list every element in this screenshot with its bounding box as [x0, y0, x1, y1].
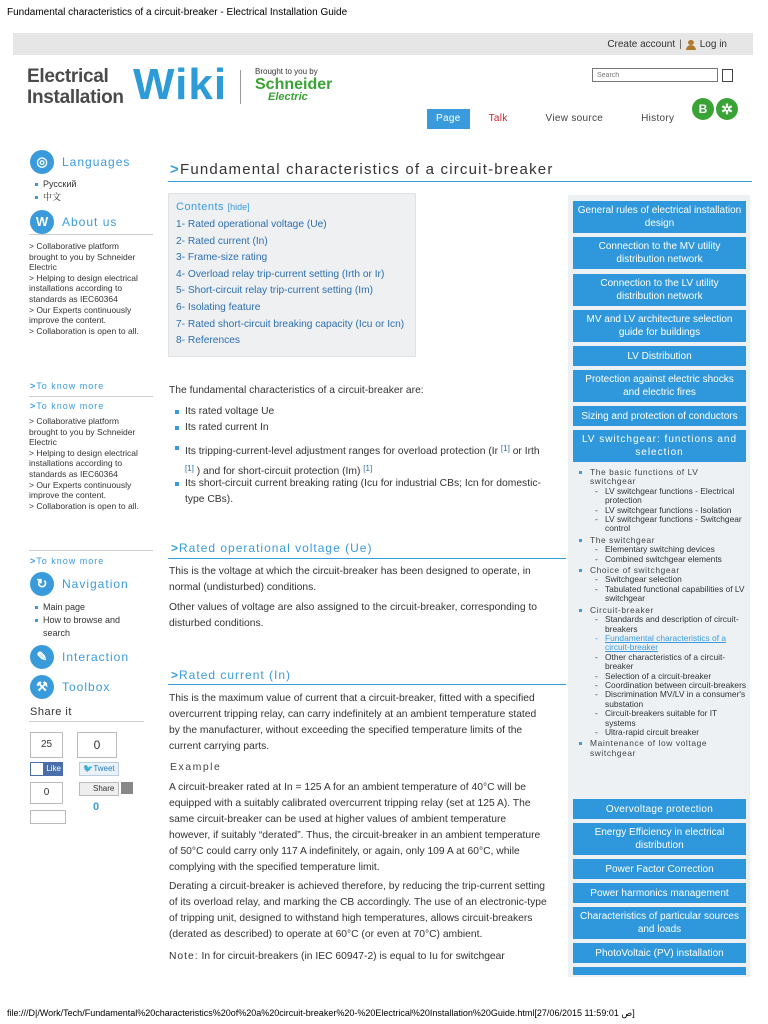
subtree-item-current[interactable]: - Fundamental characteristics of a circuit-breaker: [577, 634, 747, 653]
table-of-contents: [168, 193, 416, 357]
section-heading-text: Rated current (In): [179, 668, 292, 682]
subtree-item[interactable]: - Coordination between circuit-breakers: [577, 681, 747, 690]
about-title: About us: [62, 215, 118, 229]
reference-link[interactable]: [1]: [363, 464, 373, 473]
subtree-item[interactable]: - Combined switchgear elements: [577, 555, 747, 564]
share-empty-box[interactable]: [30, 810, 66, 824]
share-network-icon[interactable]: ✲: [716, 98, 738, 120]
navigation-title: Navigation: [62, 577, 129, 591]
user-icon: [686, 40, 696, 50]
chapter-link[interactable]: Connection to the LV utility distribution network: [573, 274, 746, 306]
note-label: Note:: [169, 951, 199, 962]
chevron-right-icon: >: [170, 161, 180, 178]
pencil-icon: ✎: [30, 645, 54, 669]
login-link[interactable]: Log in: [699, 39, 727, 50]
list-item-text: Its tripping-current-level adjustment ranges for overload protection (Ir: [185, 446, 501, 457]
subtree-item[interactable]: - LV switchgear functions - Electrical protection: [577, 487, 747, 506]
note-text: In for circuit-breakers (in IEC 60947-2) is equal to Iu for switchgear: [198, 951, 505, 962]
list-item-text: ) and for short-circuit protection (Im): [193, 466, 364, 477]
schneider-logo[interactable]: Schneider: [255, 76, 333, 93]
title-divider: [168, 181, 752, 182]
subtree-group[interactable]: The switchgear: [577, 536, 747, 545]
page-title-text: Fundamental characteristics of a circuit-breaker: [179, 161, 554, 178]
globe-icon: ◎: [30, 150, 54, 174]
chapter-link[interactable]: Characteristics of particular sources and loads: [573, 907, 746, 939]
chapter-link-partial[interactable]: [573, 967, 746, 975]
share-square-icon[interactable]: [121, 782, 133, 794]
list-item-text: or Irth: [509, 446, 540, 457]
list-item: [176, 440, 546, 480]
toolbox-header: [30, 675, 110, 699]
chapter-link[interactable]: PhotoVoltaic (PV) installation: [573, 943, 746, 963]
languages-list: [35, 178, 76, 204]
chapter-link[interactable]: LV Distribution: [573, 346, 746, 366]
share-title: Share it: [30, 706, 72, 718]
navigation-icon: ↻: [30, 572, 54, 596]
tab-talk[interactable]: Talk: [488, 113, 508, 124]
list-item: [176, 420, 546, 436]
like-label: Like: [46, 764, 61, 773]
subtree-group[interactable]: Choice of switchgear: [577, 566, 747, 575]
subtree-group[interactable]: The basic functions of LV switchgear: [577, 468, 747, 487]
section-heading-text: Rated operational voltage (Ue): [179, 541, 373, 555]
like-count: 25: [30, 732, 63, 758]
toc-item[interactable]: 7- Rated short-circuit breaking capacity (Icu or Icn): [176, 318, 405, 330]
toc-item[interactable]: 2- Rated current (In): [176, 235, 268, 247]
language-item[interactable]: 中文: [35, 191, 76, 204]
to-know-more-label: To know more: [36, 556, 105, 566]
print-footer: file:///D|/Work/Tech/Fundamental%20characteristics%20of%20a%20circuit-breaker%20-%20Electrical%20Installation%20Guide.html[27/06/2015 11:59:01 ص]: [7, 1008, 635, 1018]
about-text: > Collaborative platform brought to you by Schneider Electric > Helping to design electrical installations according to standards as IEC60364 > Our Experts continuously improve the content. > Collaboration is open to all.: [29, 241, 139, 336]
subtree-item[interactable]: - Elementary switching devices: [577, 545, 747, 554]
logo-divider: [240, 70, 241, 104]
to-know-more-link[interactable]: >To know more: [30, 381, 105, 391]
subtree-item[interactable]: - Switchgear selection: [577, 575, 747, 584]
language-item[interactable]: Русский: [35, 178, 76, 191]
nav-item-main-page[interactable]: Main page: [35, 601, 135, 614]
share-count-blue: 0: [93, 801, 100, 813]
sidebar-divider: [29, 721, 144, 722]
tab-view-source[interactable]: View source: [545, 113, 604, 124]
navigation-header: [30, 572, 129, 596]
about-text: > Collaborative platform brought to you by Schneider Electric > Helping to design electrical installations according to standards as IEC60364 > Our Experts continuously improve the content. > Collaboration is open to all.: [29, 416, 139, 511]
intro-paragraph: The fundamental characteristics of a circuit-breaker are:: [169, 385, 424, 396]
list-item: [176, 404, 546, 420]
subtree-item[interactable]: - LV switchgear functions - Switchgear control: [577, 515, 747, 534]
logo-line2: Installation: [27, 87, 124, 108]
list-item-text: Its rated voltage Ue: [185, 406, 275, 417]
share-count: 0: [30, 782, 63, 804]
languages-title: Languages: [62, 155, 131, 169]
section-divider: [168, 558, 566, 559]
toc-hide-link[interactable]: [hide]: [227, 202, 250, 212]
toc-item[interactable]: 5- Short-circuit relay trip-current setting (Im): [176, 285, 374, 297]
chapter-link[interactable]: MV and LV architecture selection guide for buildings: [573, 310, 746, 342]
subtree-item[interactable]: - Selection of a circuit-breaker: [577, 672, 747, 681]
account-separator: |: [679, 39, 682, 50]
twitter-bird-icon: 🐦: [83, 764, 94, 773]
chapter-link[interactable]: Power harmonics management: [573, 883, 746, 903]
page-title: [170, 161, 554, 178]
tool-icon: ⚒: [30, 675, 54, 699]
chapter-link[interactable]: Energy Efficiency in electrical distribution: [573, 823, 746, 855]
tab-history[interactable]: History: [641, 113, 675, 124]
reference-link[interactable]: [1]: [500, 444, 510, 453]
note-paragraph: [169, 949, 549, 965]
interaction-header: [30, 645, 129, 669]
list-item-text: Its rated current In: [185, 422, 269, 433]
w-icon: W: [30, 210, 54, 234]
section-heading-voltage: >Rated operational voltage (Ue): [171, 541, 373, 555]
account-bar: [13, 33, 753, 55]
facebook-icon: [30, 762, 44, 776]
subtree-item[interactable]: - Circuit-breakers suitable for IT systems: [577, 709, 747, 728]
section-divider: [168, 684, 566, 685]
to-know-more-label: To know more: [36, 381, 105, 391]
chapter-link[interactable]: Overvoltage protection: [573, 799, 746, 819]
chapter-link[interactable]: General rules of electrical installation design: [573, 201, 746, 233]
about-header: [30, 210, 117, 234]
b-badge-icon[interactable]: B: [692, 98, 714, 120]
subtree-item[interactable]: - Other characteristics of a circuit-breaker: [577, 653, 747, 672]
brought-by-text: Brought to you by: [255, 67, 318, 76]
chapter-link[interactable]: Sizing and protection of conductors: [573, 406, 746, 426]
to-know-more-link[interactable]: >To know more: [30, 556, 105, 566]
toc-heading: Contents: [176, 201, 225, 213]
list-item: [176, 476, 546, 508]
chapter-link[interactable]: Protection against electric shocks and electric fires: [573, 370, 746, 402]
paragraph: Other values of voltage are also assigned to the circuit-breaker, corresponding to disturbed conditions.: [169, 602, 538, 629]
navigation-list: [35, 601, 135, 640]
paragraph: Derating a circuit-breaker is achieved therefore, by reducing the trip-current setting of its overload relay, and marking the CB accordingly. The use of an electronic-type of tripping unit, designed to withstand high temperatures, allows circuit-breakers (derated as described) to operate at 60°C (or even at 70°C) ambient.: [169, 881, 547, 940]
facebook-like-button[interactable]: [30, 762, 63, 776]
interaction-title: Interaction: [62, 650, 130, 664]
tweet-button[interactable]: [79, 762, 119, 776]
section-heading-current: >Rated current (In): [171, 668, 292, 682]
share-button[interactable]: Share: [79, 782, 119, 796]
toc-item[interactable]: 8- References: [176, 335, 240, 347]
tweet-count: 0: [77, 732, 117, 758]
sidebar-divider: [29, 234, 153, 235]
chapter-link[interactable]: Connection to the MV utility distribution network: [573, 237, 746, 269]
subtree-item[interactable]: - Ultra-rapid circuit breaker: [577, 728, 747, 737]
tweet-label: Tweet: [93, 764, 115, 773]
create-account-link[interactable]: Create account: [607, 39, 676, 50]
chapter-link-current[interactable]: LV switchgear: functions and selection: [573, 430, 746, 462]
paragraph: This is the voltage at which the circuit-breaker has been designed to operate, in normal (undisturbed) conditions.: [169, 566, 531, 593]
languages-header: [30, 150, 130, 174]
page-tabs: [427, 109, 683, 129]
logo-line1: Electrical: [27, 66, 109, 87]
paragraph: A circuit-breaker rated at In = 125 A for an ambient temperature of 40°C will be equipped with a suitably calibrated overcurrent tripping relay (set at 125 A). The same circuit-breaker can be used at higher values of ambient temperature however, if suitably “derated”. Thus, the circuit-breaker in an ambient temperature of 50°C could carry only 117 A indefinitely, or again, only 109 A at 60°C, while complying with the specified temperature limit.: [169, 782, 541, 873]
toc-item[interactable]: 4- Overload relay trip-current setting (Irth or Ir): [176, 268, 385, 280]
print-header: Fundamental characteristics of a circuit-breaker - Electrical Installation Guide: [7, 7, 348, 18]
to-know-more-link[interactable]: >To know more: [30, 401, 105, 411]
logo-wiki[interactable]: Wiki: [133, 60, 228, 109]
chapter-subtree: [577, 466, 747, 758]
toc-item[interactable]: 3- Frame-size rating: [176, 252, 268, 264]
subtree-item[interactable]: - Standards and description of circuit-breakers: [577, 615, 747, 634]
search-input[interactable]: [592, 68, 718, 82]
nav-item-browse[interactable]: How to browse and search: [35, 614, 135, 640]
subtree-group[interactable]: Circuit-breaker: [577, 606, 747, 615]
example-heading: Example: [170, 761, 222, 773]
toc-item[interactable]: 1- Rated operational voltage (Ue): [176, 219, 327, 230]
list-item-text: Its short-circuit current breaking rating (Icu for industrial CBs; Icn for domestic-type CBs).: [185, 478, 541, 505]
reference-link[interactable]: [1]: [185, 464, 194, 473]
subtree-item[interactable]: - Tabulated functional capabilities of LV switchgear: [577, 585, 747, 604]
paragraph: This is the maximum value of current that a circuit-breaker, fitted with a specified overcurrent tripping relay, can carry indefinitely at an ambient temperature stated by the manufacturer, without exceeding the specified temperature limits of the current carrying parts.: [169, 693, 537, 752]
subtree-item[interactable]: - Discrimination MV/LV in a consumer's substation: [577, 690, 747, 709]
subtree-item[interactable]: - LV switchgear functions - Isolation: [577, 506, 747, 515]
sidebar-divider: [29, 550, 153, 551]
chapter-link[interactable]: Power Factor Correction: [573, 859, 746, 879]
to-know-more-label: To know more: [36, 401, 105, 411]
search-button[interactable]: [722, 69, 733, 82]
schneider-logo-sub: Electric: [268, 91, 308, 103]
subtree-group[interactable]: Maintenance of low voltage switchgear: [577, 739, 747, 758]
tab-page[interactable]: Page: [427, 109, 470, 129]
toolbox-title: Toolbox: [62, 680, 111, 694]
sidebar-divider: [29, 396, 153, 397]
toc-item[interactable]: 6- Isolating feature: [176, 301, 261, 313]
site-logo[interactable]: [27, 66, 124, 108]
